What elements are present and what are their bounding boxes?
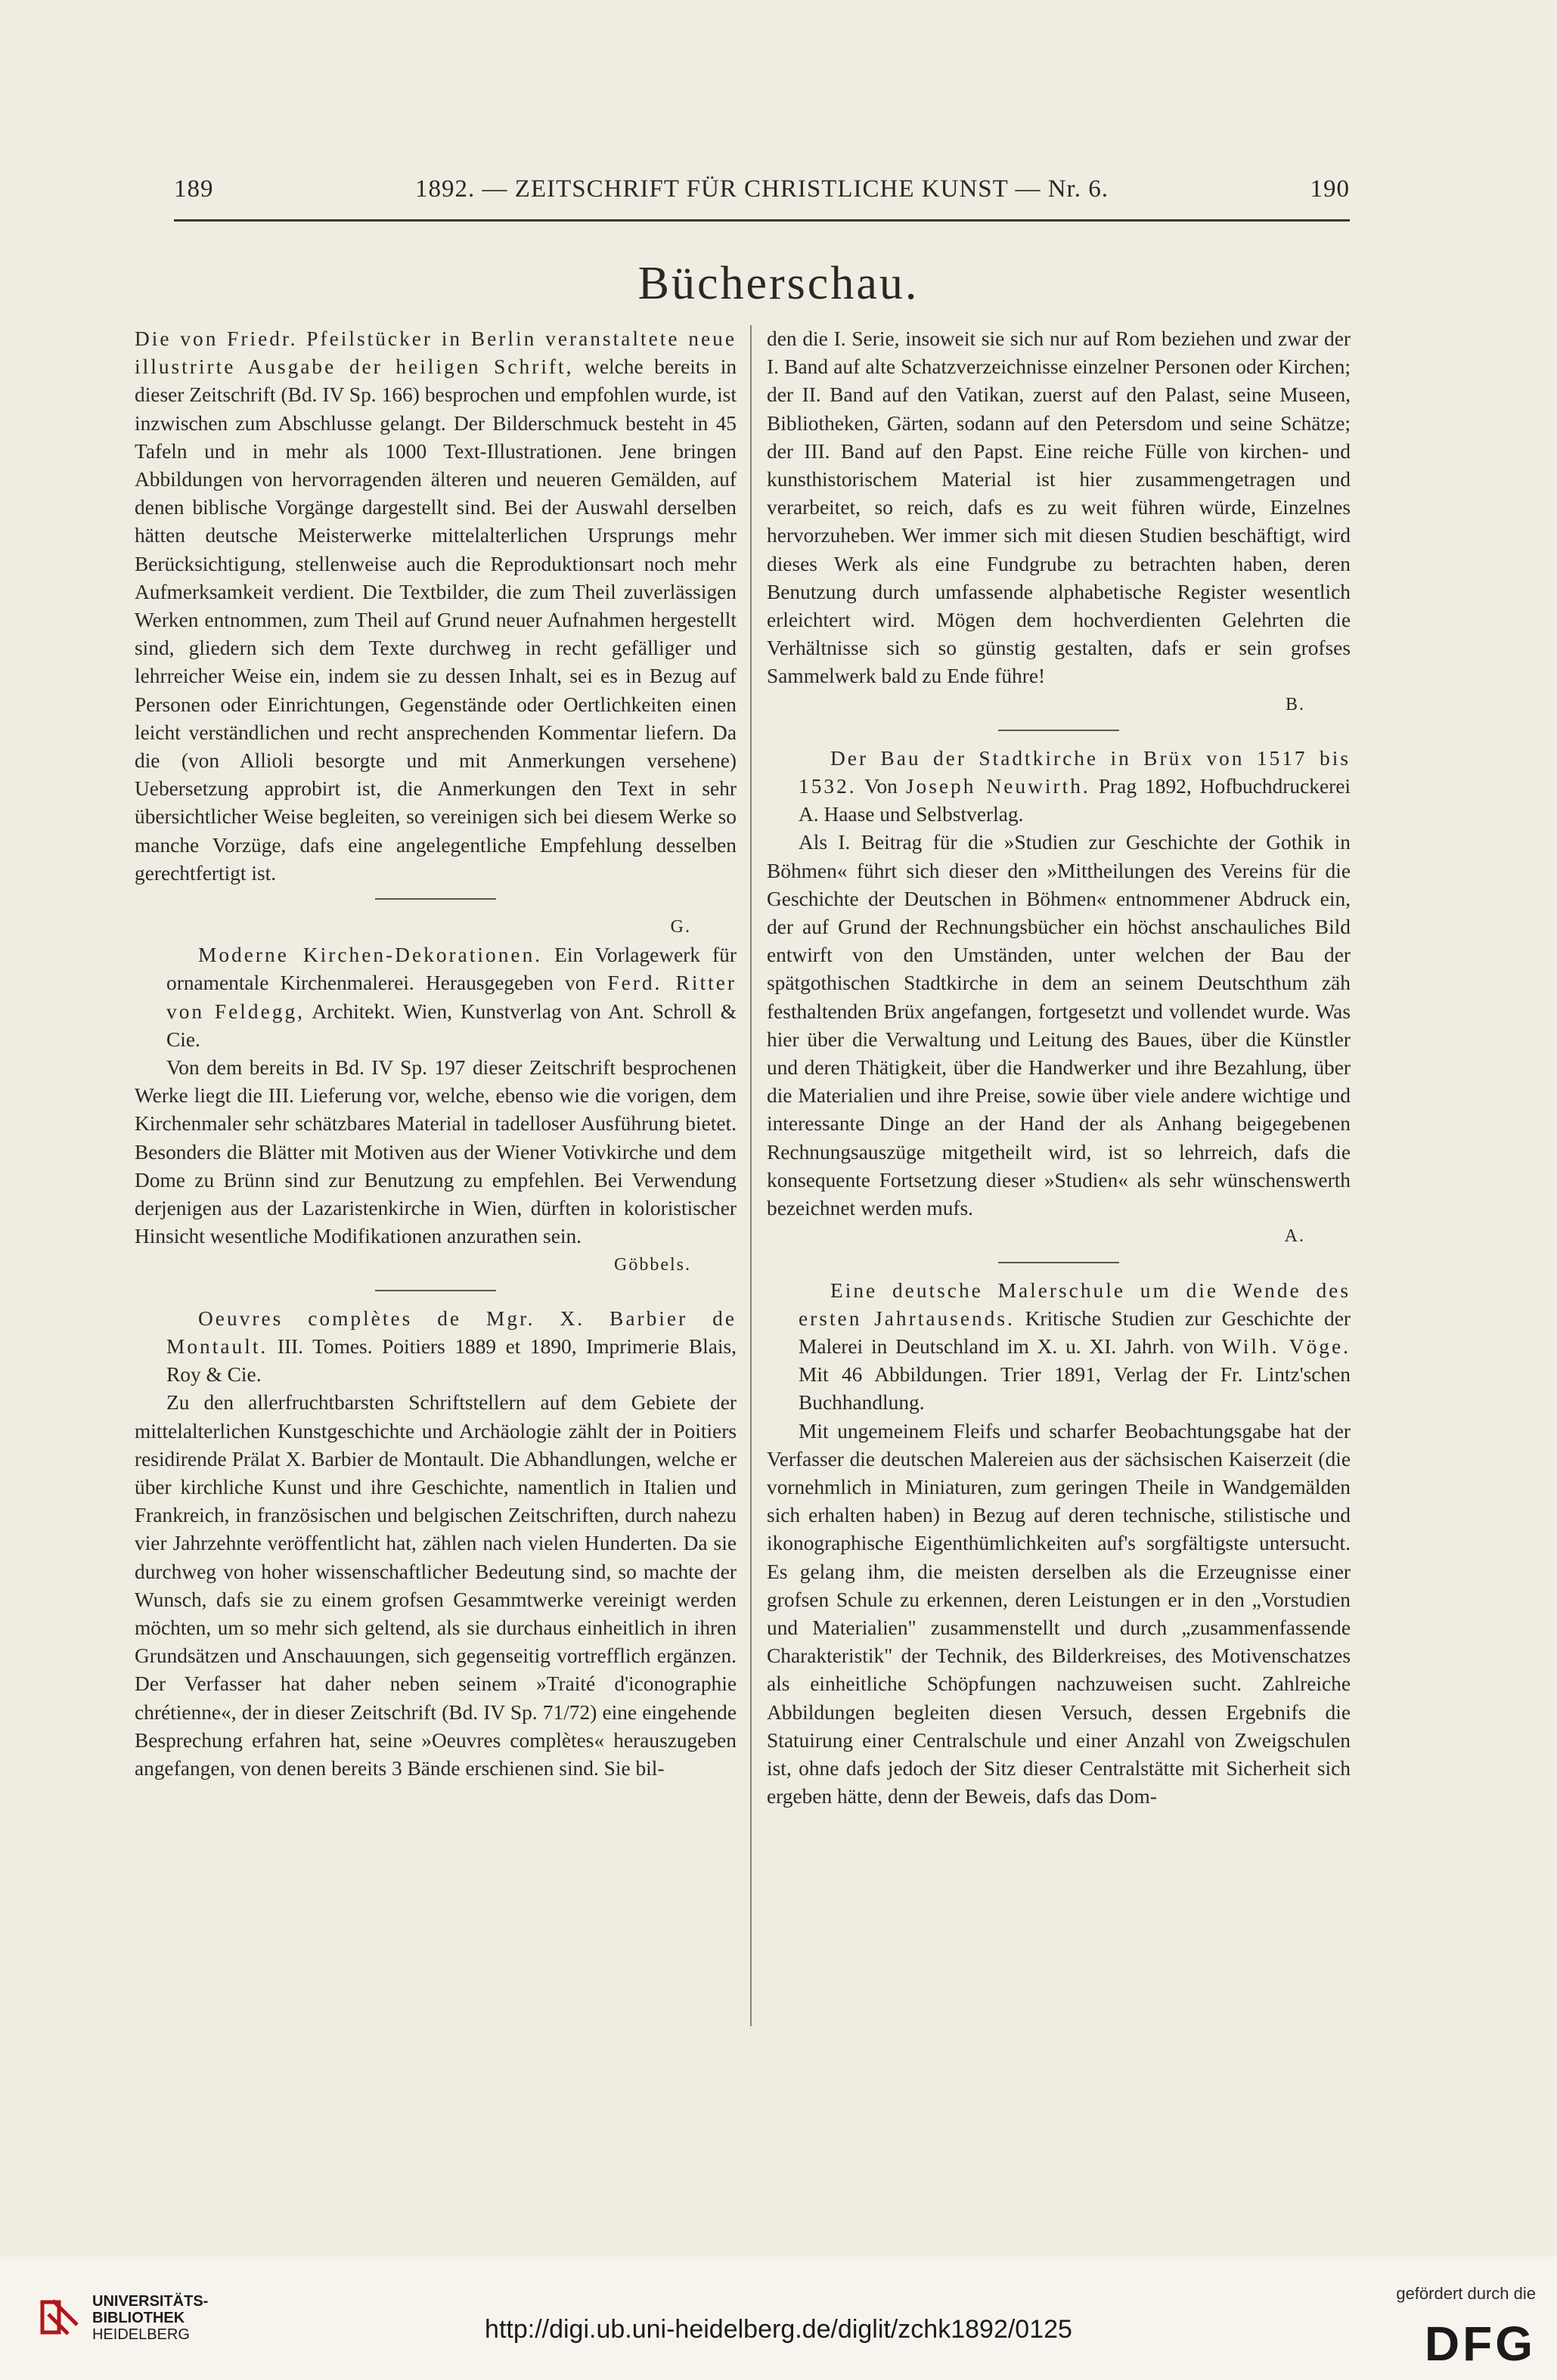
review-5-bib-text: Kritische Studien zur Geschichte der Malerei in Deutschland im X. u. XI. Jahrh. von: [799, 1306, 1351, 1358]
review-3-text: Zu den allerfruchtbarsten Schriftstellern auf dem Gebiete der mittelalterlichen Kunstgeschichte und Archäologie zählt der in Poitiers residirende Prälat X. Barbier de Montault. Die Abhandlungen, welche er über kirchliche Kunst und ihre Geschichte, namentlich in Italien und Frankreich, in französischen und belgischen Zeitschriften, durch nahezu vier Jahrzehnte veröffentlicht hat, zählen nach vielen Hunderten. Da sie durchweg von hoher wissenschaftlicher Bedeutung sind, so machte der Wunsch, dafs sie zu einem grofsen Gesammtwerke vereinigt werden möchten, um so mehr sich geltend, als sie durchaus einheitlich in ihren Grundsätzen und Anschauungen, sich gegenseitig vortrefflich ergänzen. Der Verfasser hat daher neben seinem »Traité d'iconographie chrétienne«, der in dieser Zeitschrift (Bd. IV Sp. 71/72) eine eingehende Besprechung erfahren hat, seine »Oeuvres complètes« herauszugeben angefangen, von denen bereits 3 Bände erschienen sind. Sie bil-: [135, 1391, 737, 1780]
library-name-line: HEIDELBERG: [92, 2326, 190, 2343]
library-name-line: UNIVERSITÄTS-: [92, 2293, 209, 2310]
review-2-book-title: Moderne Kirchen-Dekorationen.: [198, 944, 543, 967]
left-column: [135, 325, 737, 1783]
review-5-text: Mit ungemeinem Fleifs und scharfer Beobachtungsgabe hat der Verfasser die deutschen Malereien aus der sächsischen Kaiserzeit (die vornehmlich in Miniaturen, zum geringen Theile in Wandgemälden sich erhalten haben) in Bezug auf deren technische, stilistische und ikonographische Eigenthümlichkeiten auf's sorgfältigste untersucht. Es gelang ihm, die meisten derselben als die Erzeugnisse einer grofsen Schule zu erkennen, deren Leistungen er in den „Vorstudien und Materialien" zusammenstellt und durch „zusammenfassende Charakteristik" der Technik, des Bilderkreises, des Motivenschatzes als einheitliche Schöpfungen nachzuweisen sucht. Zahlreiche Abbildungen begleiten diesen Versuch, dessen Ergebnifs die Statuirung einer Centralschule und einer Anzahl von Zweigschulen ist, ohne dafs jedoch der Sitz dieser Centralstätte mit Sicherheit sich ergeben hätte, denn der Beweis, dafs das Dom-: [767, 1419, 1351, 1808]
review-5-author: Wilh. Vöge.: [1221, 1334, 1351, 1358]
review-2-bibliography: [135, 941, 737, 1054]
review-5-publisher: Mit 46 Abbildungen. Trier 1891, Verlag der Fr. Lintz'schen Buchhandlung.: [799, 1363, 1351, 1415]
section-title: Bücherschau.: [637, 258, 920, 309]
digitization-footer: [0, 2257, 1557, 2380]
review-3-book-title: Oeuvres complètes de Mgr. X. Barbier de Montault.: [166, 1306, 737, 1358]
review-1-body: welche bereits in dieser Zeitschrift (Bd. IV Sp. 166) besprochen und empfohlen wurde, ist inzwischen zum Abschlusse gelangt. Der Bilderschmuck besteht in 45 Tafeln und in mehr als 1000 Text-Illustrationen. Jene bringen Abbildungen von hervorragenden älteren und neueren Gemälden, auf denen biblische Vorgänge dargestellt sind. Bei der Auswahl derselben hätten deutsche Meisterwerke mittelalterlichen Ursprungs mehr Berücksichtigung, stellenweise auch die Reproduktionsart noch mehr Aufmerksamkeit verdient. Die Textbilder, die zum Theil zuverlässigen Werken entnommen, zum Theil auf Grund neuer Aufnahmen hergestellt sind, gliedern sich dem Texte durchweg in recht gefälliger und lehrreicher Weise ein, indem sie zu dessen Inhalt, sei es in Bezug auf Personen oder Einrichtungen, Gegenstände oder Oertlichkeiten einen leicht verständlichen und recht ansprechenden Kommentar liefern. Da die (von Allioli besorgte und mit Anmerkungen versehene) Uebersetzung approbirt ist, die Anmerkungen den Text in sehr übersichtlicher Weise begleiten, so vereinigen sich bei diesem Werke so manche Vorzüge, dafs eine angelegentliche Empfehlung desselben gerechtfertigt ist.: [135, 355, 737, 885]
review-2-publisher: Architekt. Wien, Kunstverlag von Ant. Schroll & Cie.: [166, 999, 737, 1051]
separator: [135, 892, 737, 906]
review-3-publisher: III. Tomes. Poitiers 1889 et 1890, Imprimerie Blais, Roy & Cie.: [166, 1334, 737, 1387]
review-5-bibliography: [767, 1277, 1351, 1418]
page-number-left: 189: [174, 175, 214, 203]
review-4-text: Als I. Beitrag für die »Studien zur Geschichte der Gothik in Böhmen« führt sich dieser den »Mittheilungen des Vereins für die Geschichte der Deutschen in Böhmen« entnommener Abdruck ein, der auf Grund der Rechnungsbücher ein höchst anschauliches Bild entwirft von den Umständen, unter welchen der Bau der spätgothischen Stadtkirche in dem an seinem Deutschthum zäh festhaltenden Brüx angefangen, fortgesetzt und vollendet wurde. Was hier über die Verwaltung und Leitung des Baues, über die Künstler und deren Thätigkeit, über die Handwerker und ihre Bezahlung, über die Materialien und ihre Preise, sowie über viele andere wichtige und interessante Dinge an der Hand der als Anhang beigegebenen Rechnungsauszüge mitgetheilt wird, ist so lehrreich, dafs die konsequente Fortsetzung dieser »Studien« als sehr wünschenswerth bezeichnet werden mufs.: [767, 831, 1351, 1220]
review-4-signature: A.: [1284, 1226, 1305, 1247]
review-4-bib-text: Von: [856, 775, 906, 798]
permalink-url[interactable]: http://digi.ub.uni-heidelberg.de/diglit/zchk1892/0125: [485, 2315, 1072, 2344]
funding-note: gefördert durch die: [1396, 2284, 1536, 2303]
review-1-text: [135, 325, 737, 888]
separator: [135, 1284, 737, 1297]
review-2-signature: Göbbels.: [614, 1254, 691, 1275]
right-column: [767, 325, 1351, 1811]
header-rule: [174, 219, 1350, 222]
running-title: 1892. — ZEITSCHRIFT FÜR CHRISTLICHE KUNST — Nr. 6.: [415, 175, 1109, 203]
review-4-publisher: Prag 1892, Hofbuchdruckerei A. Haase und Selbstverlag.: [799, 775, 1351, 826]
review-2-text: Von dem bereits in Bd. IV Sp. 197 dieser Zeitschrift besprochenen Werke liegt die III. Lieferung vor, welche, ebenso wie die vorigen, dem Kirchenmaler sehr schätzbares Material in tadelloser Ausführung bietet. Besonders die Blätter mit Motiven aus der Wiener Votivkirche und dem Dome zu Brünn sind zur Benutzung zu empfehlen. Bei Verwendung derjenigen aus der Lazaristenkirche in Wien, dürften in koloristischer Hinsicht wesentliche Modifikationen anzurathen sein.: [135, 1056, 737, 1248]
column-divider: [750, 325, 752, 2026]
separator: [767, 724, 1351, 737]
review-4-author: Joseph Neuwirth.: [905, 775, 1090, 798]
review-3-continuation: den die I. Serie, insoweit sie sich nur auf Rom beziehen und zwar der I. Band auf alte Schatzverzeichnisse einzelner Personen oder Kirchen; der II. Band auf den Vatikan, zuerst auf den Palast, seine Museen, Bibliotheken, Gärten, sodann auf den Petersdom und seine Schätze; der III. Band auf den Papst. Eine reiche Fülle von kirchen- und kunsthistorischem Material ist hier zusammengetragen und verarbeitet, so reich, dafs es zu weit führen würde, Einzelnes hervorzuheben. Wer immer sich mit diesen Studien beschäftigt, wird dieses Werk als eine Fundgrube zu betrachten haben, deren Benutzung durch umfassende alphabetische Register wesentlich erleichtert wird. Mögen dem hochverdienten Gelehrten die Verhältnisse sich so günstig gestalten, dafs er sein grofses Sammelwerk bald zu Ende führe!: [767, 327, 1351, 688]
review-5-book-title: Eine deutsche Malerschule um die Wende des ersten Jahrtausends.: [799, 1278, 1351, 1330]
review-2-bib-text: Ein Vorlagewerk für ornamentale Kirchenmalerei. Herausgegeben von: [166, 944, 737, 995]
review-1-signature: G.: [670, 917, 691, 937]
review-4-book-title: Der Bau der Stadtkirche in Brüx von 1517 bis 1532.: [799, 746, 1351, 798]
separator: [767, 1256, 1351, 1269]
review-2-author: Ferd. Ritter von Feldegg,: [166, 972, 737, 1023]
review-3-bibliography: [135, 1305, 737, 1390]
running-header: [174, 175, 1350, 213]
review-4-bibliography: [767, 745, 1351, 829]
page-number-right: 190: [1310, 175, 1350, 203]
dfg-logo: DFG: [1424, 2316, 1536, 2371]
review-1-lead: Die von Friedr. Pfeilstücker in Berlin veranstaltete neue illustrirte Ausgabe der heiligen Schrift,: [135, 327, 737, 379]
review-3-signature: B.: [1285, 694, 1305, 714]
library-name-line: BIBLIOTHEK: [92, 2310, 185, 2326]
